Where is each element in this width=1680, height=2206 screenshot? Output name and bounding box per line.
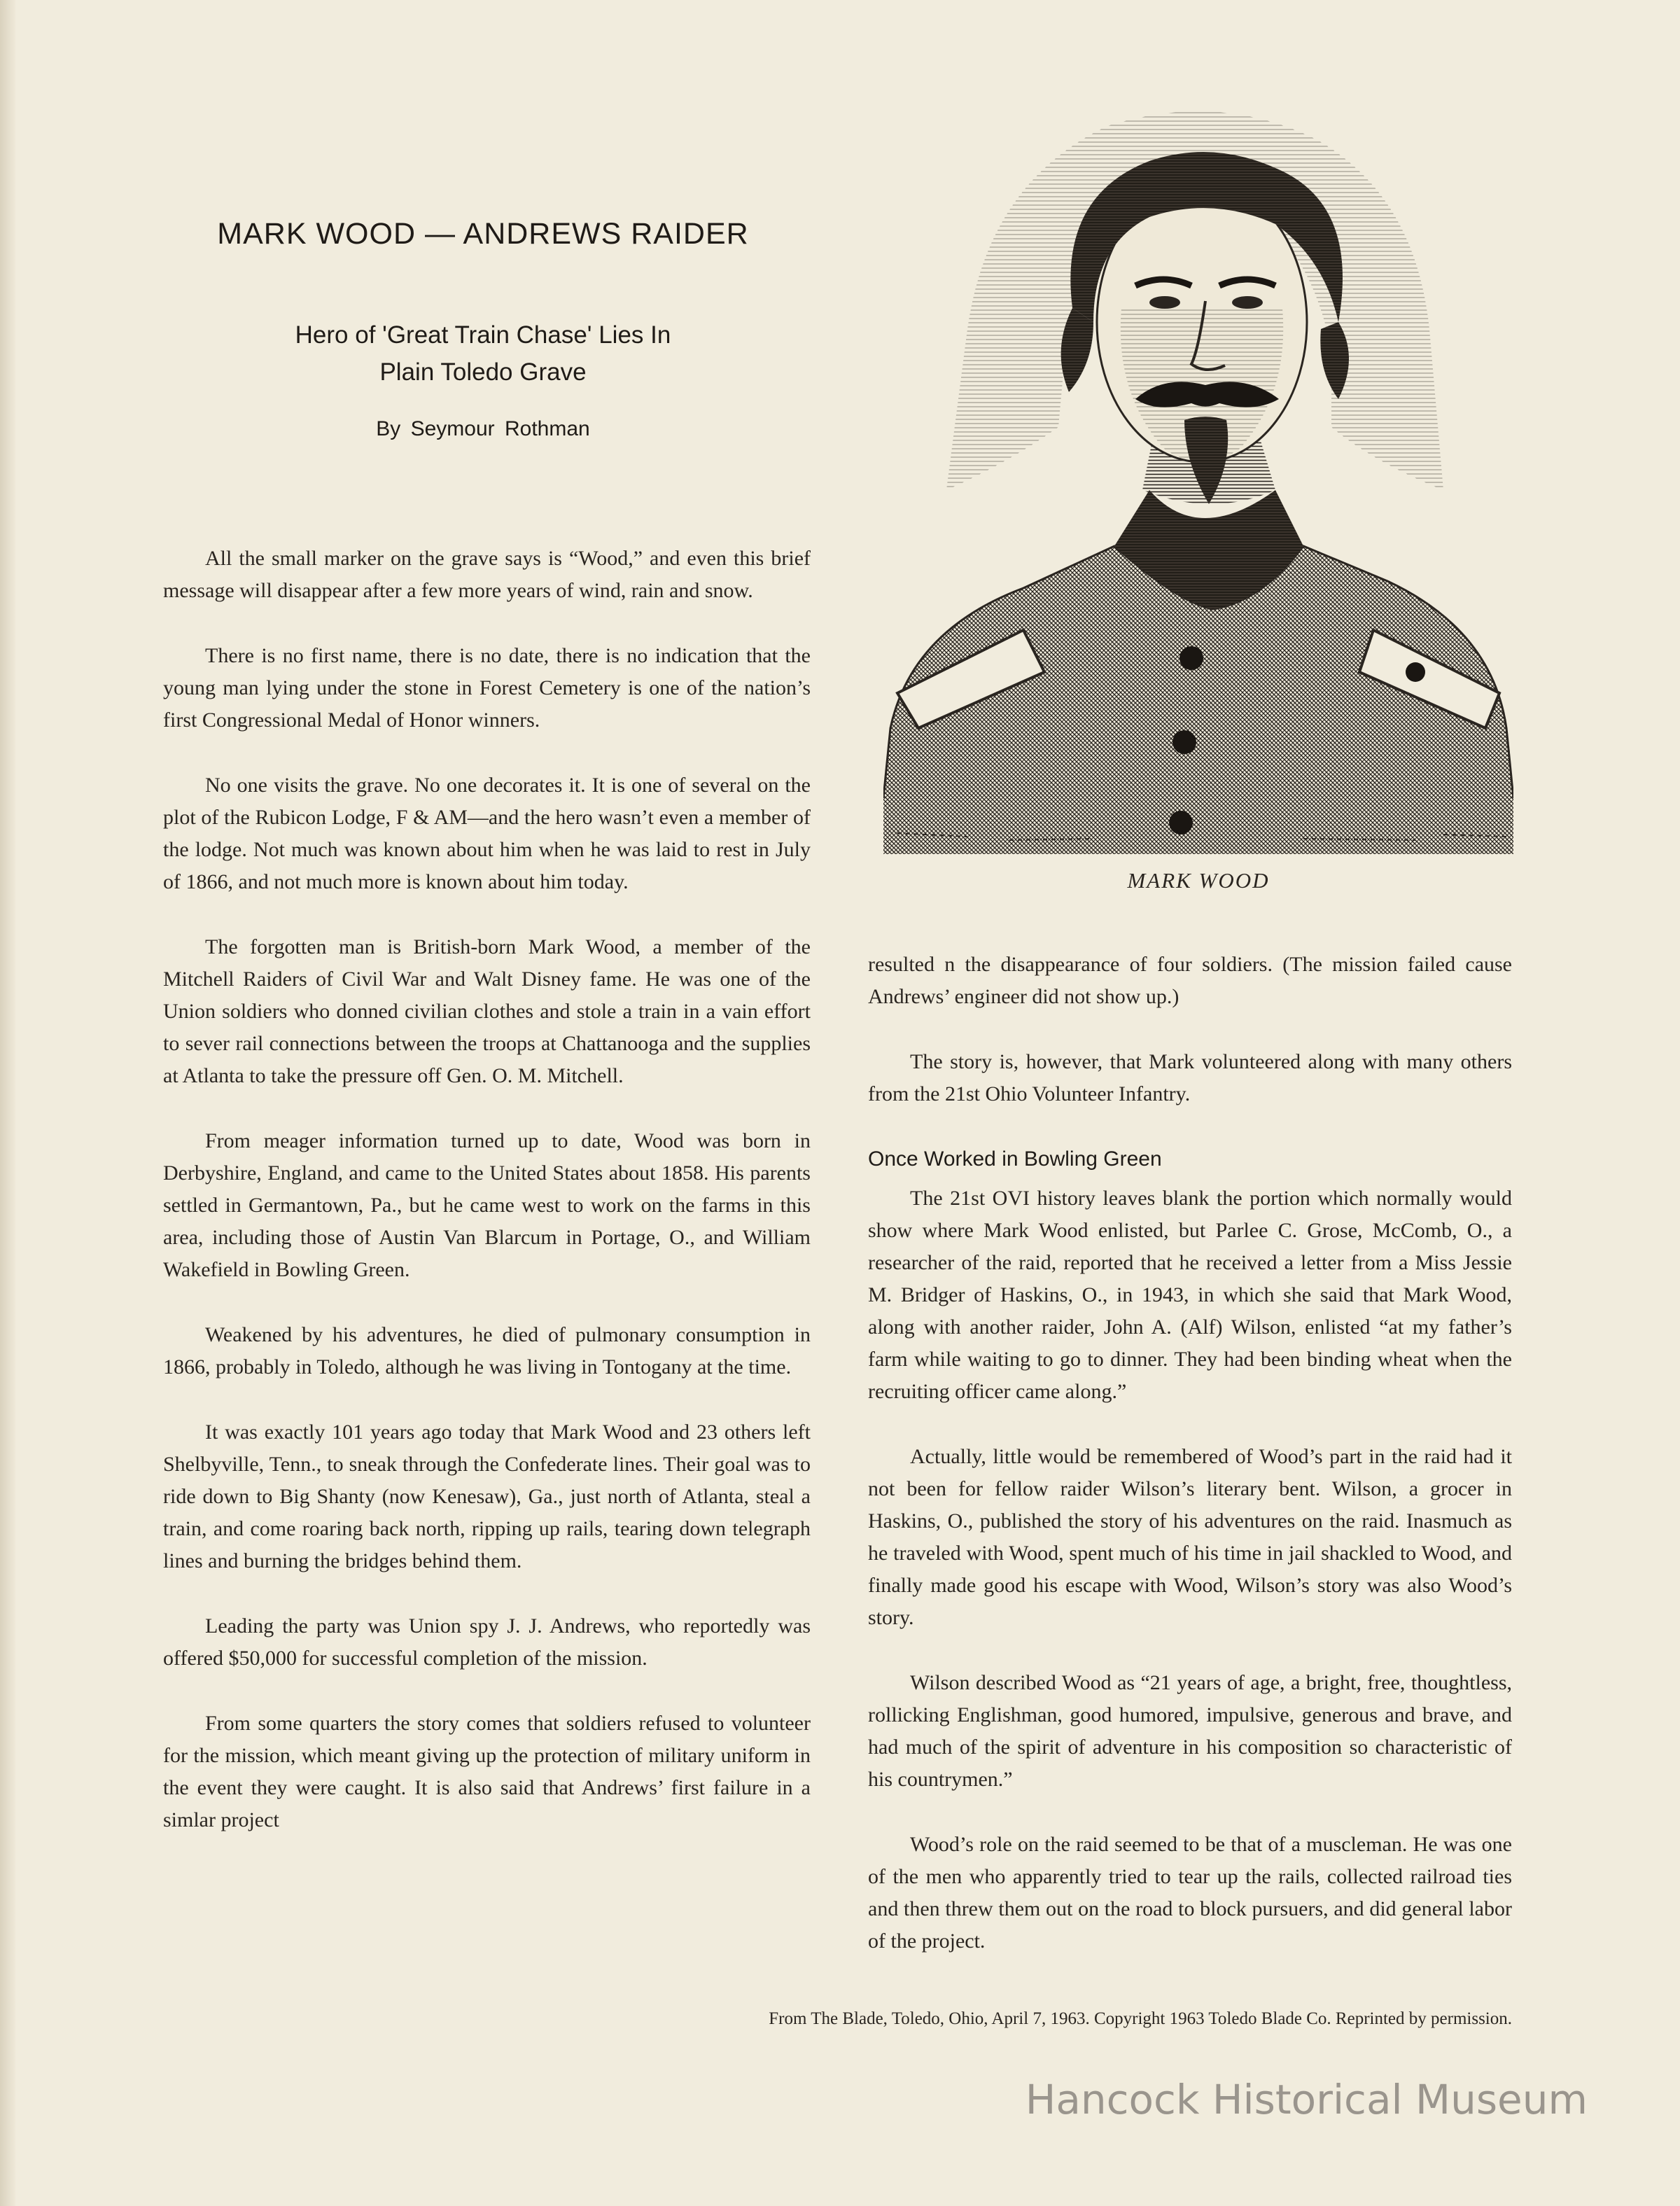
subhead-line-1: Hero of 'Great Train Chase' Lies In — [295, 321, 671, 349]
paragraph: It was exactly 101 years ago today that Mark Wood and 23 others left Shelbyville, Tenn., to sneak through the Confederate lines. Their goal was to ride down to Big Shanty (now Kenesaw), Ga., just north of Atlanta, steal a train, and come roaring back north, ripping up rails, tearing down telegraph lines and burning the bridges behind them. — [163, 1420, 811, 1572]
article-headline: MARK WOOD — ANDREWS RAIDER — [217, 217, 749, 251]
paragraph: The forgotten man is British-born Mark Wood, a member of the Mitchell Raiders of Civil War and Walt Disney fame. He was one of the Union soldiers who donned civilian clothes and stole a train in a vain effort to sever rail connections between the troops at Chattanooga and the supplies at Atlanta to take the pressure off Gen. O. M. Mitchell. — [163, 935, 811, 1087]
paragraph: From meager information turned up to date, Wood was born in Derbyshire, England, and came to the United States about 1858. His parents settled in Germantown, Pa., but he came west to work on the farms in this area, including those of Austin Van Blarcum in Portage, O., and William Wakefield in Bowling Green. — [163, 1129, 811, 1281]
right-column — [868, 949, 1512, 1990]
subhead-line-2: Plain Toledo Grave — [379, 358, 587, 386]
paragraph: No one visits the grave. No one decorates it. It is one of several on the plot of the Rubicon Lodge, F & AM—and the hero wasn’t even a member of the lodge. Not much was known about him when he was laid to rest in July of 1866, and not much more is known about him today. — [163, 774, 811, 893]
article-subhead — [140, 316, 826, 391]
paragraph: The 21st OVI history leaves blank the portion which normally would show where Mark Wood enlisted, but Parlee C. Grose, McComb, O., a researcher of the raid, reported that he received a letter from a Miss Jessie M. Bridger of Haskins, O., in 1943, in which she said that Mark Wood, along with another raider, John A. (Alf) Wilson, enlisted “at my father’s farm while waiting to go to dinner. They had been binding wheat when the recruiting officer came along.” — [868, 1187, 1512, 1403]
paragraph: Actually, little would be remembered of Wood’s part in the raid had it not been for fellow raider Wilson’s literary bent. Wilson, a grocer in Haskins, O., published the story of his adventures on the raid. Inasmuch as he traveled with Wood, spent much of his time in jail shackled to Wood, and finally made good his escape with Wood, Wilson’s story was also Wood’s story. — [868, 1445, 1512, 1629]
museum-watermark: Hancock Historical Museum — [1025, 2076, 1588, 2123]
section-heading: Once Worked in Bowling Green — [868, 1147, 1162, 1171]
paragraph: The story is, however, that Mark volunteered along with many others from the 21st Ohio Volunteer Infantry. — [868, 1050, 1512, 1105]
paragraph: All the small marker on the grave says is “Wood,” and even this brief message will disappear after a few more years of wind, rain and snow. — [163, 547, 811, 602]
paragraph: There is no first name, there is no date, there is no indication that the young man lying under the stone in Forest Cemetery is one of the nation’s first Congressional Medal of Honor winners. — [163, 644, 811, 732]
source-credit: From The Blade, Toledo, Ohio, April 7, 1963. Copyright 1963 Toledo Blade Co. Reprinted by permission. — [769, 2009, 1512, 2028]
paragraph: Leading the party was Union spy J. J. Andrews, who reportedly was offered $50,000 for successful completion of the mission. — [163, 1614, 811, 1670]
paragraph: From some quarters the story comes that soldiers refused to volunteer for the mission, which meant giving up the protection of military uniform in the event they were caught. It is also said that Andrews’ first failure in a simlar project — [163, 1712, 811, 1831]
portrait-caption: MARK WOOD — [1127, 868, 1270, 893]
article-byline: By Seymour Rothman — [376, 417, 590, 440]
paragraph-continuation: resulted n the disappearance of four soldiers. (The mission failed cause Andrews’ engineer did not show up.) — [868, 953, 1512, 1008]
left-column — [163, 543, 811, 1869]
paragraph: Weakened by his adventures, he died of pulmonary consumption in 1866, probably in Toledo, although he was living in Tontogany at the time. — [163, 1323, 811, 1378]
paragraph: Wilson described Wood as “21 years of age, a bright, free, thoughtless, rollicking Englishman, good humored, impulsive, generous and brave, and had much of the spirit of adventure in his composition so characteristic of his countrymen.” — [868, 1671, 1512, 1791]
page-edge-shadow — [0, 0, 15, 2206]
portrait-engraving — [883, 98, 1513, 854]
paragraph: Wood’s role on the raid seemed to be that of a muscleman. He was one of the men who apparently tried to tear up the rails, collected railroad ties and then threw them out on the road to block pursuers, and did general labor of the project. — [868, 1833, 1512, 1953]
